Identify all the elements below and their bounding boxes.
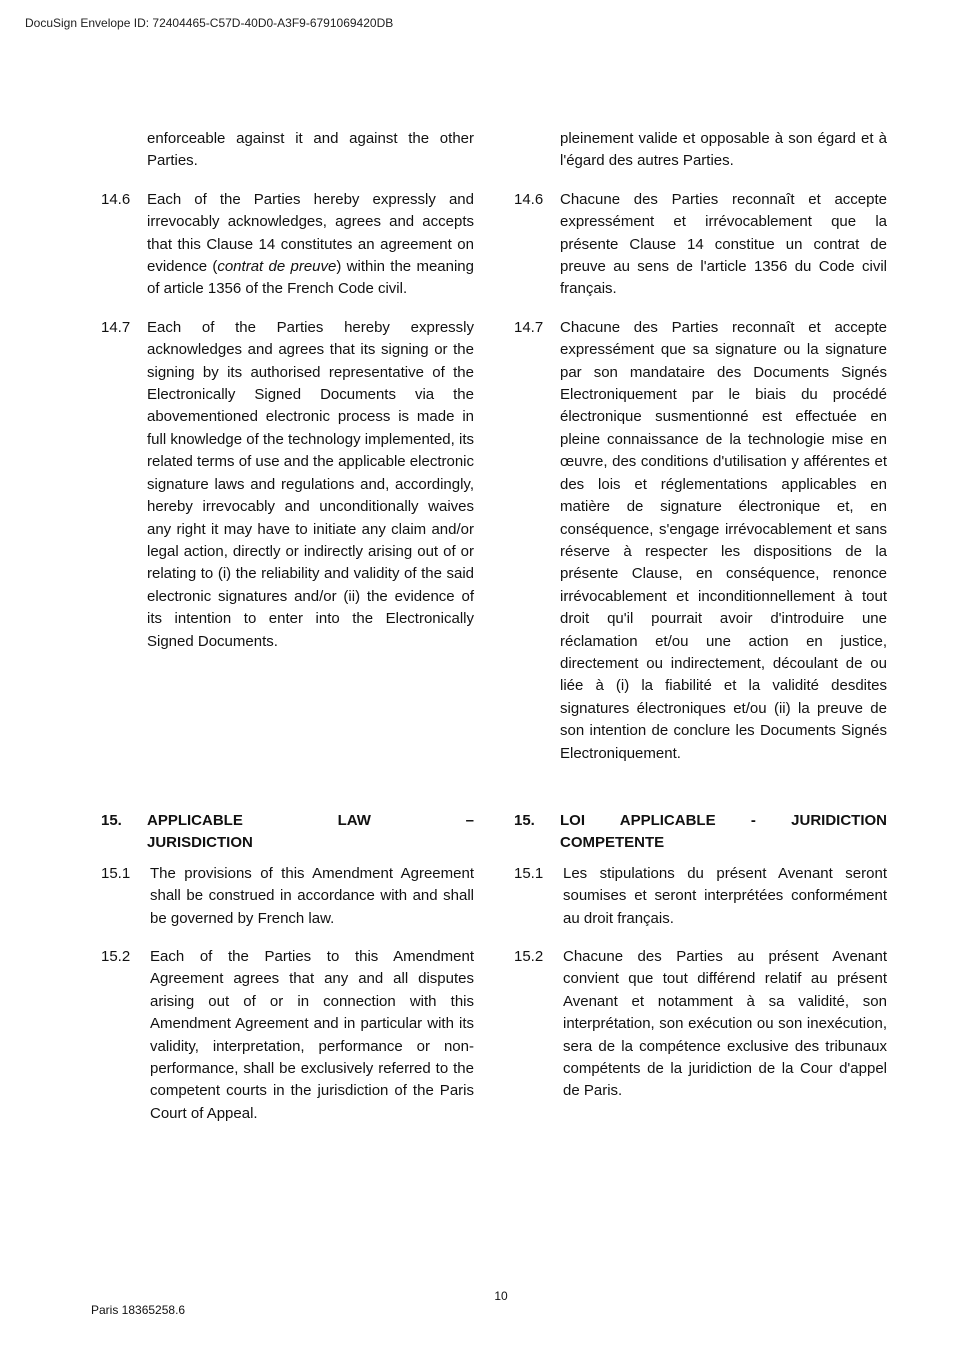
clause-14-7-en	[101, 317, 474, 653]
section-title-line2: JURISDICTION	[147, 834, 253, 852]
section-number: 15.	[514, 812, 535, 829]
clause-14-6-fr	[514, 189, 887, 301]
section-15-heading-en	[101, 810, 474, 855]
clause-text: Chacune des Parties reconnaît et accepte expressément que sa signature ou la signature par son mandataire des Documents Signés Electroniquement par le biais du procédé électronique susmentionné est effectuée en pleine connaissance de la technologie mise en œuvre, des conditions d'utilisation y afférentes et des lois et réglementations applicables en matière de signature électronique et, en conséquence, s'engage irrévocablement et sans réserve à respecter les dispositions de la présente Clause, en conséquence, renonce irrévocablement et inconditionnellement à tout droit qu'il pourrait avoir d'introduire une réclamation et/ou une action en justice, directement ou indirectement, découlant de ou liée à (i) la fiabilité et la validité desdites signatures électroniques et/ou (ii) la preuve de son intention de conclure les Documents Signés Electroniquement.	[560, 318, 887, 762]
section-title-line1: APPLICABLE LAW –	[147, 812, 474, 829]
clause-number: 15.1	[514, 864, 544, 882]
clause-number: 14.6	[514, 190, 544, 208]
clause-15-1-en	[101, 863, 474, 930]
clause-text: Each of the Parties hereby expressly and irrevocably acknowledges, agrees and accepts that this Clause 14 constitutes an agreement on evidence (contrat de preuve) within the meaning of article 1356 of the French Code civil.	[147, 190, 474, 298]
section-title-line2: COMPETENTE	[560, 834, 665, 852]
clause-number: 14.7	[514, 318, 544, 336]
french-column	[514, 128, 887, 781]
clause-text: Chacune des Parties reconnaît et accepte expressément et irrévocablement que la présente Clause 14 constitue un contrat de preuve au sens de l'article 1356 du Code civil français.	[560, 190, 887, 298]
docusign-envelope-id: DocuSign Envelope ID: 72404465-C57D-40D0-A3F9-6791069420DB	[25, 16, 394, 30]
clause-text: The provisions of this Amendment Agreement shall be construed in accordance with and shall be governed by French law.	[150, 864, 474, 927]
english-column-section-15	[101, 810, 474, 1141]
clause-text: Chacune des Parties au présent Avenant convient que tout différend relatif au présent Avenant et notamment à sa validité, son interprétation, son exécution ou son inexécution, sera de la compétence exclusive des tribunaux compétents de la juridiction de la Cour d'appel de Paris.	[563, 948, 887, 1100]
clause-number: 14.6	[101, 190, 131, 208]
clause-text: Each of the Parties hereby expressly acknowledges and agrees that its signing or the signing by its authorised representative of the Electronically Signed Documents via the abovementioned electronic process is made in full knowledge of the technology implemented, its related terms of use and the applicable electronic signature laws and regulations and, accordingly, hereby irrevocably and unconditionally waives any right it may have to initiate any claim and/or legal action, directly or indirectly arising out of or relating to (i) the reliability and validity of the said electronic signatures and/or (ii) the evidence of its intention to enter into the Electronically Signed Documents.	[147, 318, 474, 650]
section-15-heading-fr	[514, 810, 887, 855]
clause-number: 14.7	[101, 318, 131, 336]
section-number: 15.	[101, 812, 122, 829]
clause-15-1-fr	[514, 863, 887, 930]
clause-14-6-en	[101, 189, 474, 301]
page-number: 10	[494, 1289, 508, 1303]
clause-number: 15.2	[101, 948, 131, 966]
clause-number: 15.1	[101, 864, 131, 882]
document-reference: Paris 18365258.6	[91, 1303, 186, 1317]
english-column	[101, 128, 474, 669]
clause-text: Les stipulations du présent Avenant seront soumises et seront interprétées conformément au droit français.	[563, 864, 887, 927]
clause-text: Each of the Parties to this Amendment Agreement agrees that any and all disputes arising out of or in connection with this Amendment Agreement and in particular with its validity, interpretation, performance or non-performance, shall be exclusively referred to the competent courts in the jurisdiction of the Paris Court of Appeal.	[150, 948, 474, 1122]
clause-15-2-fr	[514, 946, 887, 1103]
clause-15-2-en	[101, 946, 474, 1125]
clause-14-5-continuation: enforceable against it and against the other Parties.	[147, 130, 474, 170]
clause-number: 15.2	[514, 948, 544, 966]
clause-14-5-continuation-fr: pleinement valide et opposable à son égard et à l'égard des autres Parties.	[560, 130, 887, 170]
french-column-section-15	[514, 810, 887, 1119]
section-title-line1: LOI APPLICABLE - JURIDICTION	[560, 812, 887, 829]
clause-14-7-fr	[514, 317, 887, 765]
italic-term: contrat de preuve	[217, 258, 337, 276]
